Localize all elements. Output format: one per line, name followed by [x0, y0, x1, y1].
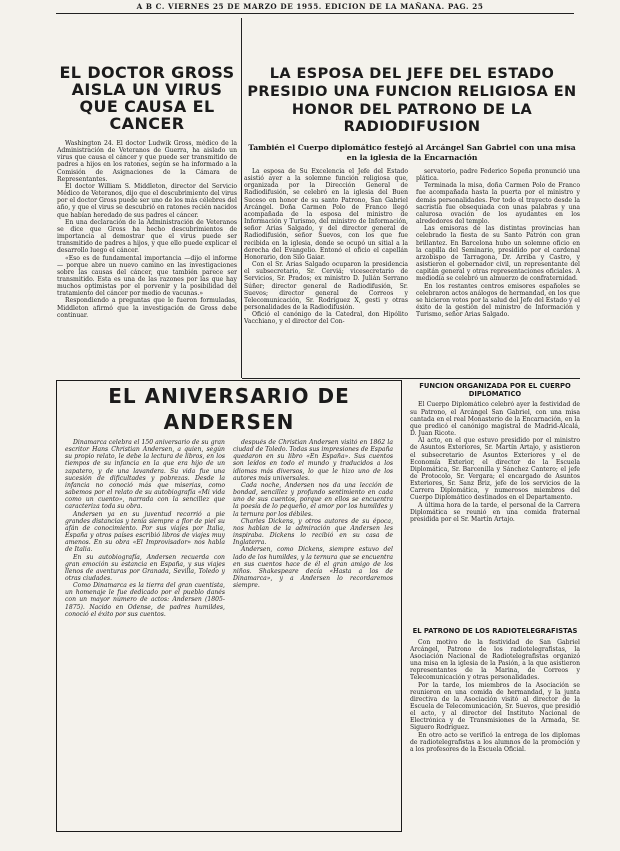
- paragraph: En su autobiografía, Andersen recuerda con gran emoción su estancia en España, y sus viajes llenos de aventuras por Granada, Sevilla, Toledo y otras ciudades.: [65, 553, 225, 582]
- right-section2-body: [410, 639, 580, 825]
- paragraph: La esposa de Su Excelencia el Jefe del Estado asistió ayer a la solemne función religiosa que, organizada por la Dirección General de Radiodifusión, se celebró en la iglesia del Buen Suceso en honor de su santo Patrono, San Gabriel Arcángel. Doña Carmen Polo de Franco llegó acompañada de la esposa del ministro de Información y Turismo, del ministro de Información, señor Arias Salgado, y del director general de Radiodifusión, señor Suevos, con los que fue recibida en la iglesia, donde se ocupó un sitial a la derecha del Evangelio. Entonó el oficio el capellán Honorario, don Silo Gaiar.: [244, 168, 408, 261]
- page-header: A B C. VIERNES 25 DE MARZO DE 1955. EDICION DE LA MAÑANA. PAG. 25: [136, 2, 484, 11]
- paragraph: después de Christian Andersen visitó en 1862 la ciudad de Toledo. Todas sus impresiones de España quedaron en su libro «En España». Sus cuentos son leídos en todo el mundo y traducidos a los idiomas más diversos, lo que le hizo uno de los autores más universales.: [233, 439, 393, 482]
- paragraph: Como Dinamarca es la tierra del gran cuentista, un homenaje le fue dedicado por el pueblo danés con un mayor número de actos: Andersen (1805-1875). Nacido en Odense, de padres humildes, conoció el éxito por sus cuentos.: [65, 582, 225, 618]
- paragraph: El doctor William S. Middleton, director del Servicio Médico de Veteranos, dijo que el descubrimiento del virus por el doctor Gross puede ser uno de los más célebres del año, y que el virus se descubrió en ratones recién nacidos que habían heredado de sus padres el cáncer.: [57, 182, 237, 219]
- paragraph: servatorio, padre Federico Sopeña pronunció una plática.: [416, 168, 580, 183]
- top-article: [244, 66, 580, 392]
- right-section1-body: [410, 401, 580, 621]
- paragraph: A última hora de la tarde, el personal de la Carrera Diplomática se reunió en una comida fraternal presidida por el Sr. Martín Artajo.: [410, 501, 580, 523]
- paragraph: Al acto, en el que estuvo presidido por el ministro de Asuntos Exteriores, Sr. Martín Artajo, y asistieron el subsecretario de Asuntos Exteriores y el de Economía Exterior, el director de la Escuela Diplomática, Sr. Barcenilla y Sánchez Cantero; el jefe de Protocolo, Sr. Vergara; el encargado de Asuntos Exteriores, Sr. Sanz Briz, jefe de los servicios de la Carrera Diplomática, y numerosos miembros del Cuerpo Diplomático destinados en el Departamento.: [410, 437, 580, 502]
- top-article-title: LA ESPOSA DEL JEFE DEL ESTADO PRESIDIO UNA FUNCION RELIGIOSA EN HONOR DEL PATRONO DE LA RADIODIFUSION: [247, 66, 577, 136]
- paragraph: Charles Dickens, y otros autores de su época, nos hablan de la admiración que Andersen les inspiraba. Dickens lo recibió en su casa de Inglaterra.: [233, 517, 393, 547]
- paragraph: Por la tarde, los miembros de la Asociación se reunieron en una comida de hermandad, y la junta directiva de la Asociación visitó al director de la Escuela de Telecomunicación, Sr. Suevos, que presidió el acto, y al director del Instituto Nacional de Electrónica y de Transmisiones de la Armada, Sr. Siguero Rodríguez.: [410, 681, 580, 732]
- top-article-column-2: [416, 168, 580, 392]
- paragraph: Terminada la misa, doña Carmen Polo de Franco fue acompañada hasta la puerta por el ministro y demás personalidades. Por todo el trayecto desde la sacristía fue obsequiada con unas palabras y una calurosa ovación de los ayudantes en los alrededores del templo.: [416, 182, 580, 226]
- paragraph: Dinamarca celebra el 150 aniversario de su gran escritor Hans Christian Andersen, a quien, según su propio relato, le debe la lectura de libros, en los tiempos de su infancia en la que era hijo de un zapatero, y de una lavandera. Su vida fue una sucesión de dificultades y pobrezas. Desde la infancia no conoció más que miserias, como sabemos por el relato de su autobiografía «Mi vida como un cuento», narrada con la sencillez que caracteriza toda su obra.: [65, 439, 225, 511]
- paragraph: Andersen ya en su juventud recorrió a pie grandes distancias y tenía siempre a flor de piel su afán de conocimiento. Por sus viajes por Italia, España y otros países escribió libros de viajes muy amenos. En su obra «El Improvisador» nos habla de Italia.: [65, 510, 225, 554]
- paragraph: En una declaración de la Administración de Veteranos se dice que Gross ha hecho descubrimientos de importancia al demostrar que el virus puede ser transmitido de padres a hijos, y que ello puede explicar el desarrollo luego el cáncer.: [57, 218, 237, 255]
- paragraph: En otro acto se verificó la entrega de los diplomas de radiotelegrafistas a los alumnos de la promoción y a los profesores de la Escuela Oficial.: [410, 731, 580, 753]
- right-article: [410, 382, 580, 825]
- left-article-title: EL DOCTOR GROSS AISLA UN VIRUS QUE CAUSA EL CANCER: [59, 63, 235, 133]
- top-article-subtitle: También el Cuerpo diplomático festejó al Arcángel San Gabriel con una misa en la iglesia de la Encarnación: [248, 143, 576, 162]
- right-section1-title: FUNCION ORGANIZADA POR EL CUERPO DIPLOMATICO: [419, 382, 571, 399]
- top-article-bottom-rule: [242, 378, 580, 379]
- paragraph: Washington 24. El doctor Ludwik Gross, médico de la Administración de Veteranos de Guerra, ha aislado un virus que causa el cáncer y que puede ser transmitido de padres a hijos en los ratones, según se ha informado a la Comisión de Asignaciones de la Cámara de Representantes.: [57, 140, 237, 183]
- header-rule: [56, 13, 574, 14]
- paragraph: Con motivo de la festividad de San Gabriel Arcángel, Patrono de los radiotelegrafistas, la Asociación Nacional de Radiotelegrafistas organizó una misa en la iglesia de la Pasión, a la que asistieron representantes de la Marina, de Correos y Telecomunicación y otras personalidades.: [410, 638, 580, 682]
- paragraph: Las emisoras de las distintas provincias han celebrado la fiesta de su Santo Patrón con gran brillantez. En Barcelona hubo un solemne oficio en la capilla del Seminario, presidido por el cardenal arzobispo de Tarragona, Dr. Arriba y Castro, y asistieron el gobernador civil, un representante del capitán general y otras representaciones oficiales. A mediodía se celebró un almuerzo de confraternidad.: [416, 225, 580, 283]
- left-article: [57, 64, 237, 360]
- column-rule-left: [241, 18, 242, 378]
- paragraph: «Eso es de fundamental importancia —dijo el informe— porque abre un nuevo camino en las investigaciones sobre las causas del cáncer, que también parece ser transmitido. Esta es una de las razones por las que hay muchos optimistas por el porvenir y la posibilidad del tratamiento del cáncer por medio de vacunas.»: [57, 254, 237, 298]
- paragraph: En los restantes centros emisores españoles se celebraron actos análogos de hermandad, en los que se hicieron votos por la salud del Jefe del Estado y el éxito de la gestión del ministro de Información y Turismo, señor Arias Salgado.: [416, 282, 580, 319]
- left-article-body: [57, 140, 237, 360]
- right-section2-title: EL PATRONO DE LOS RADIOTELEGRAFISTAS: [412, 627, 578, 636]
- andersen-column-2: [233, 439, 393, 851]
- paragraph: El Cuerpo Diplomático celebró ayer la festividad de su Patrono, el Arcángel San Gabriel, con una misa cantada en el real Monasterio de la Encarnación, en la que predicó el canónigo magistral de Madrid-Alcalá, D. Juan Ricote.: [410, 401, 580, 438]
- andersen-title: EL ANIVERSARIO DE ANDERSEN: [108, 384, 350, 434]
- paragraph: Con el Sr. Arias Salgado ocuparon la presidencia el subsecretario, Sr. Cerviá; vicesecretario de Servicios, Sr. Prados; ex ministro D. Julián Serrano Súñer; director general de Radiodifusión, Sr. Suevos; director general de Correos y Telecomunicación, Sr. Rodríguez X, gesti y otras personalidades de la Radiodifusión.: [244, 261, 408, 311]
- top-article-column-1: [244, 168, 408, 392]
- paragraph: Ofició el canónigo de la Catedral, don Hipólito Vacchiano, y el director del Con-: [244, 311, 408, 326]
- andersen-box: [56, 380, 402, 832]
- andersen-column-1: [65, 439, 225, 851]
- paragraph: Cada noche, Andersen nos da una lección de bondad, sencillez y profundo sentimiento en cada uno de sus cuentos, porque en ellos se encuentra la poesía de lo pequeño, el amor por los humildes y la ternura por los débiles.: [233, 481, 393, 518]
- paragraph: Respondiendo a preguntas que le fueron formuladas, Middleton afirmó que la investigación de Gross debe continuar.: [57, 297, 237, 319]
- paragraph: Andersen, como Dickens, siempre estuvo del lado de los humildes, y la ternura que se encuentra en sus cuentos hace de él el gran amigo de los niños. Shakespeare decía «Hasta a los de Dinamarca», y a Andersen lo recordaremos siempre.: [233, 546, 393, 590]
